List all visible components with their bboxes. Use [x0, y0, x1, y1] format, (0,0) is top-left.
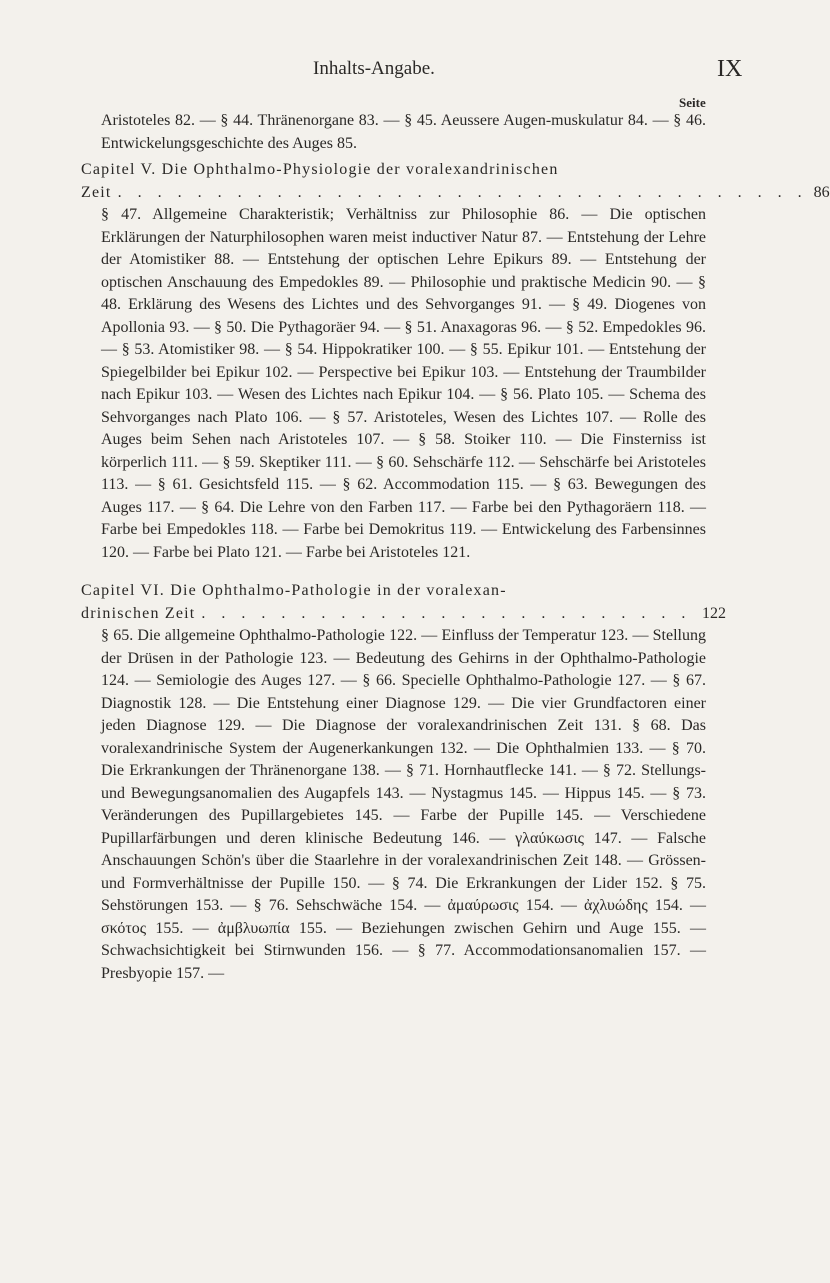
- seite-column-label: Seite: [679, 95, 706, 110]
- dot-leader: . . . . . . . . . . . . . . . . . . . . . . . . .: [201, 604, 692, 622]
- chapter-leader-line: [81, 182, 830, 205]
- contents-body: [81, 110, 830, 985]
- continued-entry: Aristoteles 82. — § 44. Thränenorgane 83. — § 45. Aeussere Augen-muskulatur 84. — § 46. Entwickelungsgeschichte des Auges 85.: [101, 112, 706, 152]
- chapter-sections: § 47. Allgemeine Charakteristik; Verhältniss zur Philosophie 86. — Die optischen Erklärungen der Naturphilosophen waren meist inductiver Natur 87. — Entstehung der Lehre der Atomistiker 88. — Entstehung der optischen Lehre Epikurs 89. — Entstehung der optischen Anschauung des Empedokles 89. — Philosophie und praktische Medicin 90. — § 48. Erklärung des Wesens des Lichtes und des Sehvorganges 91. — § 49. Diogenes von Apollonia 93. — § 50. Die Pythagoräer 94. — § 51. Anaxagoras 96. — § 52. Empedokles 96. — § 53. Atomistiker 98. — § 54. Hippokratiker 100. — § 55. Epikur 101. — Entstehung der Spiegelbilder bei Epikur 102. — Perspective bei Epikur 103. — Entstehung der Traumbilder nach Epikur 103. — Wesen des Lichtes nach Epikur 104. — § 56. Plato 105. — Schema des Sehvorganges nach Plato 106. — § 57. Aristoteles, Wesen des Lichtes 107. — Rolle des Auges beim Sehen nach Aristoteles 107. — § 58. Stoiker 110. — Die Finsterniss ist körperlich 111. — § 59. Skeptiker 111. — § 60. Sehschärfe 112. — Sehschärfe bei Aristoteles 113. — § 61. Gesichtsfeld 115. — § 62. Accommodation 115. — § 63. Bewegungen des Auges 117. — § 64. Die Lehre von den Farben 117. — Farbe bei den Pythagoräern 118. — Farbe bei Empedokles 118. — Farbe bei Demokritus 119. — Entwickelung des Farbensinnes 120. — Farbe bei Plato 121. — Farbe bei Aristoteles 121.: [101, 206, 706, 561]
- chapter-page: 122: [702, 604, 726, 622]
- page-number: IX: [717, 56, 743, 82]
- dot-leader: . . . . . . . . . . . . . . . . . . . . . . . . . . . . . . . . . . .: [117, 183, 808, 201]
- chapter-page: 86: [813, 183, 830, 201]
- chapter-entry-v: [81, 159, 830, 564]
- chapter-title-end: drinischen Zeit: [81, 604, 196, 622]
- chapter-sections: § 65. Die allgemeine Ophthalmo-Pathologie 122. — Einfluss der Temperatur 123. — Stellung der Drüsen in der Pathologie 123. — Bedeutung des Gehirns in der Ophthalmo-Pathologie 124. — Semiologie des Auges 127. — § 66. Specielle Ophthalmo-Pathologie 127. — § 67. Diagnostik 128. — Die Entstehung einer Diagnose 129. — Die vier Grundfactoren einer jeden Diagnose 129. — Die Diagnose der voralexandrinischen Zeit 131. § 68. Das voralexandrinische System der Augenerkankungen 132. — Die Ophthalmien 133. — § 70. Die Erkrankungen der Thränenorgane 138. — § 71. Hornhautflecke 141. — § 72. Stellungs- und Bewegungsanomalien des Augapfels 143. — Nystagmus 145. — Hippus 145. — § 73. Veränderungen des Pupillargebietes 145. — Farbe der Pupille 145. — Verschiedene Pupillarfärbungen und deren klinische Bedeutung 146. — γλαύκωσις 147. — Falsche Anschauungen Schön's über die Staarlehre in der voralexandrinischen Zeit 148. — Grössen- und Formverhältnisse der Pupille 150. — § 74. Die Erkrankungen der Lider 152. § 75. Sehstörungen 153. — § 76. Sehschwäche 154. — ἀμαύρωσις 154. — ἀχλυώδης 154. — σκότος 155. — ἀμβλυωπία 155. — Beziehungen zwischen Gehirn und Auge 155. — Schwachsichtigkeit bei Stirnwunden 156. — § 77. Accommodationsanomalien 157. — Presbyopie 157. —: [101, 627, 706, 982]
- chapter-entry-vi: [81, 580, 726, 985]
- chapter-heading: [81, 580, 726, 625]
- chapter-title-end: Zeit: [81, 183, 112, 201]
- chapter-heading: [81, 159, 830, 204]
- chapter-title-line: Capitel VI. Die Ophthalmo-Pathologie in der voralexan-: [81, 582, 507, 599]
- running-title: Inhalts-Angabe.: [313, 58, 435, 79]
- chapter-leader-line: [81, 603, 726, 626]
- chapter-title-line: Capitel V. Die Ophthalmo-Physiologie der voralexandrinischen: [81, 161, 559, 178]
